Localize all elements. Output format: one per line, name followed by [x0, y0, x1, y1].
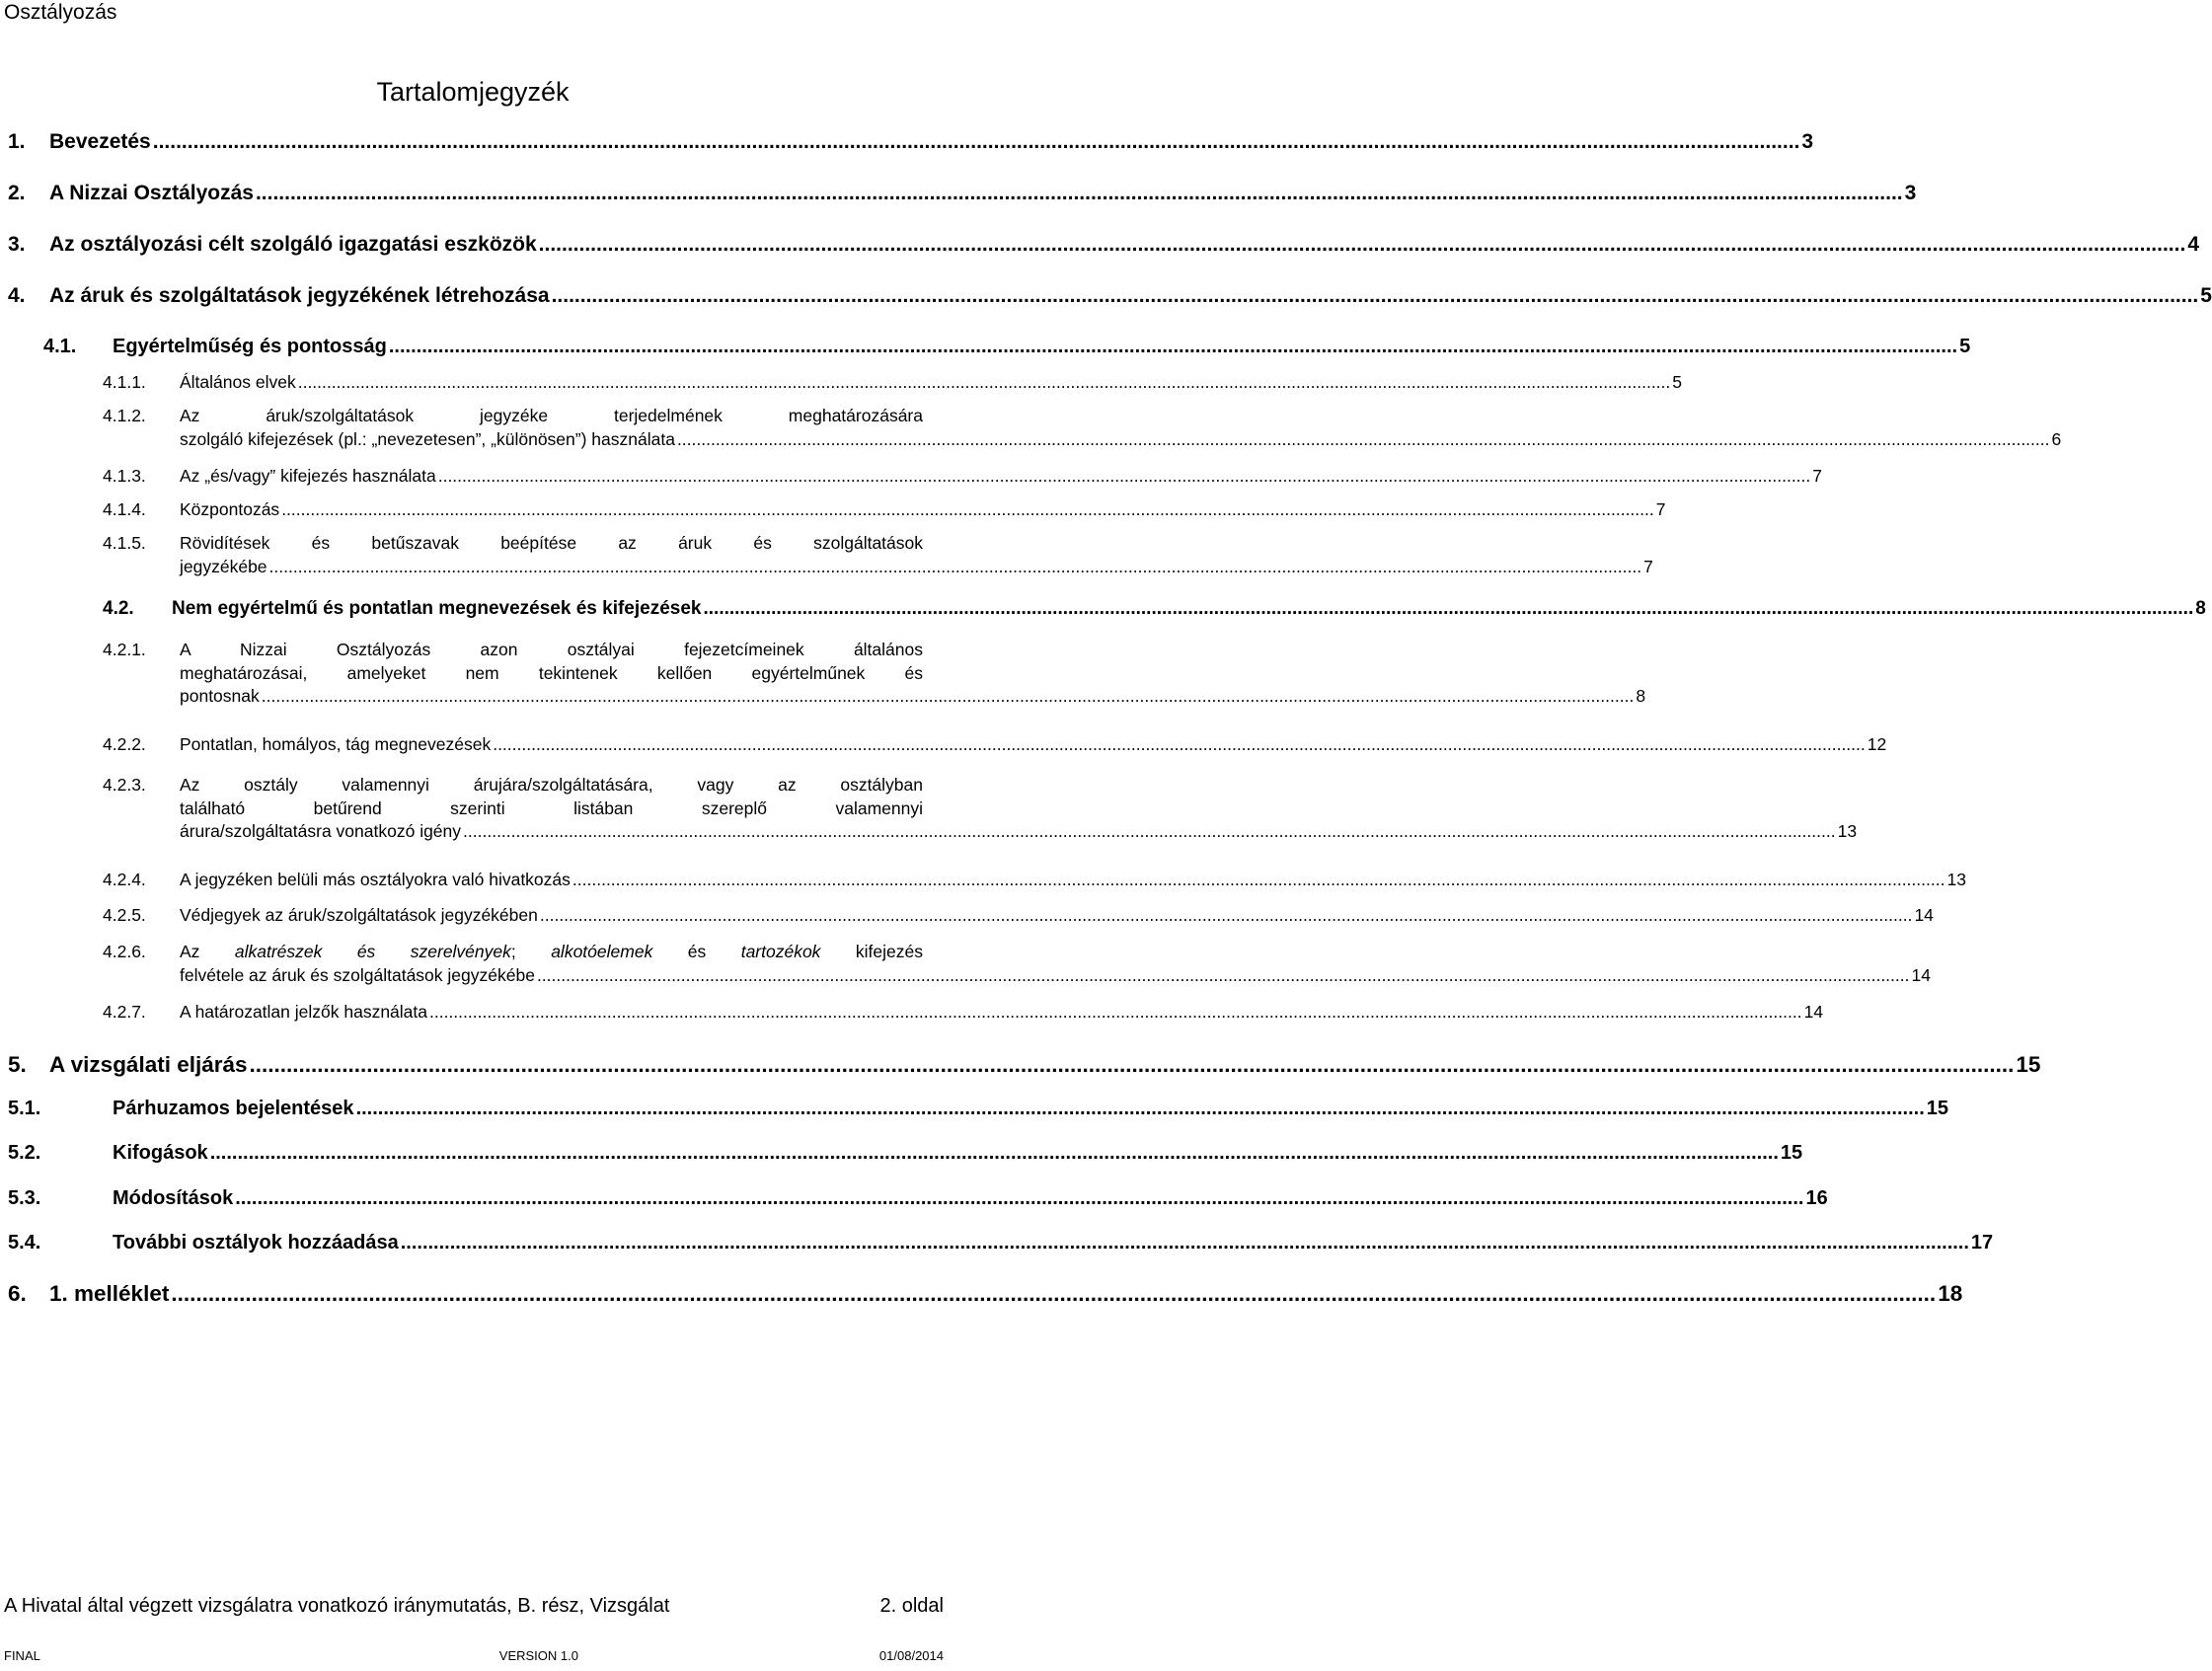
dot-leader — [552, 282, 2199, 310]
footer-document-title: A Hivatal által végzett vizsgálatra vonatkozó iránymutatás, B. rész, Vizsgálat — [4, 1595, 670, 1617]
dot-leader — [703, 596, 2193, 622]
dot-leader — [281, 498, 1654, 522]
dot-leader — [401, 1230, 1969, 1255]
dot-leader — [539, 231, 2186, 259]
toc-entry[interactable]: 4. Az áruk és szolgáltatások jegyzékének létrehozása ..... 5 — [8, 282, 923, 310]
footer-page-number: 2. oldal — [879, 1595, 944, 1617]
dot-leader — [389, 334, 1957, 359]
dot-leader — [298, 371, 1671, 395]
page-footer — [4, 1593, 944, 1619]
toc-entry[interactable]: 4.1. Egyértelműség és pontosság ..... 5 — [43, 334, 923, 359]
toc-entry[interactable]: 4.2.6. Az alkatrészek és szerelvények; alkotóelemek és tartozékok kifejezés felvétele az áruk és szolgáltatások jegyzékébe ..... 14 — [103, 941, 923, 987]
dot-leader — [210, 1140, 1779, 1166]
toc-entry[interactable]: 4.1.4. Központozás ..... 7 — [103, 498, 923, 522]
footer-status: FINAL — [4, 1648, 40, 1663]
toc-entry[interactable]: 1. Bevezetés ..... 3 — [8, 128, 923, 156]
dot-leader — [429, 1001, 1802, 1025]
dot-leader — [677, 428, 2050, 452]
toc-title: Tartalomjegyzék — [376, 77, 570, 107]
toc-entry[interactable]: 5.1. Párhuzamos bejelentések ..... 15 — [8, 1096, 923, 1121]
dot-leader — [537, 964, 1910, 988]
dot-leader — [262, 685, 1635, 709]
toc-entry[interactable]: 5. A vizsgálati eljárás ..... 15 — [8, 1050, 923, 1080]
dot-leader — [356, 1096, 1925, 1121]
dot-leader — [572, 869, 1945, 892]
running-header: Osztályozás — [4, 1, 117, 24]
toc-entry[interactable]: 4.1.5. Rövidítések és betűszavak beépítése az áruk és szolgáltatások jegyzékébe ..... 7 — [103, 532, 923, 578]
dot-leader — [540, 904, 1913, 928]
toc-entry[interactable]: 2. A Nizzai Osztályozás ..... 3 — [8, 180, 923, 207]
toc-entry[interactable]: 4.2.3. Az osztály valamennyi árujára/szolgáltatására, vagy az osztályban található betűrend szerinti listában szereplő valamennyi árura/szolgáltatásra vonatkozó igény ..... 13 — [103, 774, 923, 844]
toc-entry[interactable]: 4.2.1. A Nizzai Osztályozás azon osztályai fejezetcímeinek általános meghatározásai, amelyeket nem tekintenek kellően egyértelműnek és pontosnak ..... 8 — [103, 639, 923, 709]
dot-leader — [463, 820, 1836, 844]
toc-entry[interactable]: 4.2.2. Pontatlan, homályos, tág megnevezések ..... 12 — [103, 733, 923, 757]
toc-entry[interactable]: 5.2. Kifogások ..... 15 — [8, 1140, 923, 1166]
toc-entry[interactable]: 4.1.2. Az áruk/szolgáltatások jegyzéke terjedelmének meghatározására szolgáló kifejezések (pl.: „nevezetesen”, „különösen”) használata ..... 6 — [103, 405, 923, 451]
version-footer — [4, 1648, 944, 1664]
toc-entry[interactable]: 4.2. Nem egyértelmű és pontatlan megnevezések és kifejezések ..... 8 — [103, 596, 923, 622]
toc-entry[interactable]: 5.4. További osztályok hozzáadása ..... 17 — [8, 1230, 923, 1255]
dot-leader — [438, 465, 1811, 489]
toc-entry[interactable]: 4.1.1. Általános elvek ..... 5 — [103, 371, 923, 395]
toc-entry[interactable]: 5.3. Módosítások ..... 16 — [8, 1185, 923, 1211]
dot-leader — [256, 180, 1903, 207]
dot-leader — [171, 1279, 1936, 1309]
toc-entry[interactable]: 4.1.3. Az „és/vagy” kifejezés használata ..... 7 — [103, 465, 923, 489]
dot-leader — [493, 733, 1866, 757]
toc-entry[interactable]: 4.2.5. Védjegyek az áruk/szolgáltatások jegyzékében ..... 14 — [103, 904, 923, 928]
toc-entry[interactable]: 4.2.4. A jegyzéken belüli más osztályokra való hivatkozás ..... 13 — [103, 869, 923, 892]
footer-version: VERSION 1.0 — [498, 1648, 578, 1663]
dot-leader — [153, 128, 1800, 156]
toc-entry[interactable]: 6. 1. melléklet ..... 18 — [8, 1279, 923, 1309]
toc-entry[interactable]: 4.2.7. A határozatlan jelzők használata ..... 14 — [103, 1001, 923, 1025]
dot-leader — [250, 1050, 2015, 1080]
toc-entry[interactable]: 3. Az osztályozási célt szolgáló igazgatási eszközök ..... 4 — [8, 231, 923, 259]
footer-date: 01/08/2014 — [878, 1648, 944, 1663]
dot-leader — [235, 1185, 1803, 1211]
dot-leader — [269, 556, 1642, 579]
